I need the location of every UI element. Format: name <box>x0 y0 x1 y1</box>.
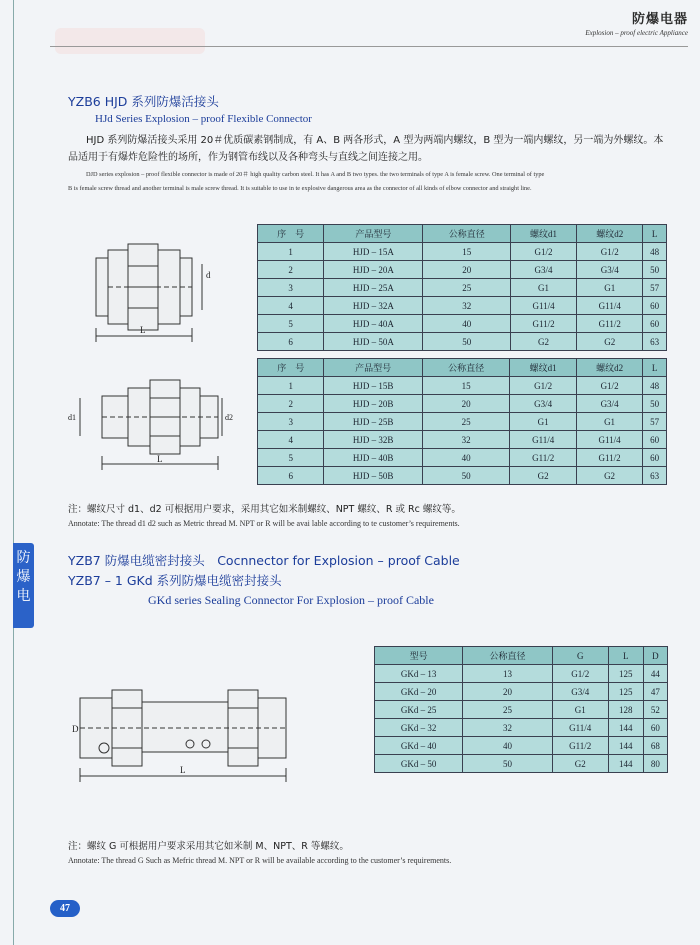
table-b-cell: 25 <box>422 413 510 431</box>
table-b-cell: G1 <box>510 413 576 431</box>
table-b-row <box>258 449 667 467</box>
table-c-cell: 44 <box>643 665 667 683</box>
table-b-cell: G2 <box>510 467 576 485</box>
table-c-cell: 125 <box>608 665 643 683</box>
table-c-cell: 25 <box>463 701 552 719</box>
table-a-cell: G2 <box>577 333 643 351</box>
table-b-cell: HJD – 15B <box>324 377 422 395</box>
table-a-cell: G1/2 <box>510 243 576 261</box>
table-a-row <box>258 315 667 333</box>
table-a-cell: HJD – 15A <box>324 243 423 261</box>
table-c-cell: 80 <box>643 755 667 773</box>
section2-note-en: Annotate: The thread G Such as Mefric thread M. NPT or R will be available according to the customer’s requirements. <box>68 856 452 865</box>
table-c-cell: G3/4 <box>552 683 608 701</box>
desc-cn-line2: 品适用于有爆炸危险性的场所，作为钢管布线以及各种弯头与直线之间连接之用。 <box>68 152 428 163</box>
table-a-cell: G1/2 <box>577 243 643 261</box>
category-title-en: Explosion – proof electric Appliance <box>585 29 688 37</box>
table-a-cell: G2 <box>510 333 576 351</box>
table-c-header-cell: G <box>552 647 608 665</box>
table-c-row <box>375 701 668 719</box>
table-b-row <box>258 431 667 449</box>
table-b-row <box>258 395 667 413</box>
table-b-cell: 57 <box>643 413 667 431</box>
table-a-cell: 57 <box>643 279 667 297</box>
table-a-cell: HJD – 32A <box>324 297 423 315</box>
table-c-header-cell: 公称直径 <box>463 647 552 665</box>
table-c-cell: G2 <box>552 755 608 773</box>
table-b-header-cell: 序 号 <box>258 359 324 377</box>
table-c-cell: G1/2 <box>552 665 608 683</box>
table-c-cell: GKd – 40 <box>375 737 463 755</box>
table-a-cell: HJD – 20A <box>324 261 423 279</box>
table-c-cell: 47 <box>643 683 667 701</box>
table-gkd <box>374 646 668 773</box>
table-b-cell: G2 <box>576 467 642 485</box>
table-c-cell: GKd – 25 <box>375 701 463 719</box>
table-c-cell: 13 <box>463 665 552 683</box>
table-b-header-cell: 产品型号 <box>324 359 422 377</box>
table-a-cell: 50 <box>423 333 510 351</box>
section2-subtitle: GKd series Sealing Connector For Explosion – proof Cable <box>148 593 434 607</box>
table-a-cell: 15 <box>423 243 510 261</box>
table-a-header-cell: L <box>643 225 667 243</box>
table-c-cell: 20 <box>463 683 552 701</box>
table-a-cell: 6 <box>258 333 324 351</box>
table-b-cell: HJD – 20B <box>324 395 422 413</box>
table-b-header-cell: 螺纹d2 <box>576 359 642 377</box>
table-c-cell: G11/4 <box>552 719 608 737</box>
table-a-cell: 2 <box>258 261 324 279</box>
table-type-a <box>257 224 667 351</box>
table-c-row <box>375 683 668 701</box>
side-tab-char-3: 电 <box>16 588 31 604</box>
table-c-cell: G1 <box>552 701 608 719</box>
table-b-cell: 20 <box>422 395 510 413</box>
section2-note-cn: 注：螺纹 G 可根据用户要求采用其它如米制 M、NPT、R 等螺纹。 <box>68 841 349 852</box>
drawing-c-label-l: L <box>180 765 186 775</box>
table-b-cell: 2 <box>258 395 324 413</box>
table-a-header-cell: 螺纹d1 <box>510 225 576 243</box>
desc-en-line1: DJD series explosion – proof flexible connector is made of 20＃ high quality carbon steel. It has A and B two types. the two terminals of type A is female screw. One terminal of type <box>86 171 545 178</box>
table-c-cell: G11/2 <box>552 737 608 755</box>
table-a-cell: G3/4 <box>510 261 576 279</box>
drawing-type-b <box>62 368 242 478</box>
table-b-cell: HJD – 25B <box>324 413 422 431</box>
table-c-cell: 144 <box>608 737 643 755</box>
drawing-a-label-l: L <box>140 325 146 335</box>
table-a-cell: G11/2 <box>577 315 643 333</box>
watermark-stamp <box>55 28 205 54</box>
table-b-cell: 3 <box>258 413 324 431</box>
table-c-cell: 50 <box>463 755 552 773</box>
table-a-cell: 25 <box>423 279 510 297</box>
drawing-b-label-d2: d2 <box>225 413 233 422</box>
table-type-b <box>257 358 667 485</box>
table-b-cell: G1/2 <box>510 377 576 395</box>
page-number-badge: 47 <box>50 900 80 917</box>
section2-title-1: YZB7 防爆电缆密封接头 Cocnnector for Explosion – proof Cable <box>68 553 460 568</box>
table-b-cell: 32 <box>422 431 510 449</box>
table-c-header-cell: 型号 <box>375 647 463 665</box>
table-b-row <box>258 413 667 431</box>
table-a-header-cell: 产品型号 <box>324 225 423 243</box>
table-c-cell: 40 <box>463 737 552 755</box>
table-a-cell: HJD – 50A <box>324 333 423 351</box>
table-a-cell: G1 <box>510 279 576 297</box>
table-b-row <box>258 377 667 395</box>
table-a-cell: G1 <box>577 279 643 297</box>
table-b-cell: 5 <box>258 449 324 467</box>
table-b-cell: G11/4 <box>510 431 576 449</box>
table-b-cell: 40 <box>422 449 510 467</box>
drawing-gkd <box>70 668 300 788</box>
table-b-cell: 1 <box>258 377 324 395</box>
table-b-cell: 60 <box>643 449 667 467</box>
table-a-cell: HJD – 40A <box>324 315 423 333</box>
section1-description-cn <box>68 132 683 166</box>
page-header <box>585 8 688 37</box>
desc-en-line2: B is female screw thread and another terminal is male screw thread. It is suitable to use in te explosive dangerous area as the connector of all kinds of elbow connector and straight line. <box>68 185 532 192</box>
section2-title-2: YZB7 – 1 GKd 系列防爆电缆密封接头 <box>68 573 282 588</box>
table-c-cell: GKd – 20 <box>375 683 463 701</box>
table-a-cell: G11/4 <box>577 297 643 315</box>
table-a-cell: G3/4 <box>577 261 643 279</box>
table-c-row <box>375 665 668 683</box>
drawing-c-label-d: D <box>72 724 79 734</box>
table-b-cell: G1 <box>576 413 642 431</box>
table-b-cell: 60 <box>643 431 667 449</box>
table-a-cell: 60 <box>643 315 667 333</box>
table-c-cell: GKd – 50 <box>375 755 463 773</box>
section1-subtitle: HJd Series Explosion – proof Flexible Connector <box>95 113 312 125</box>
side-tab-char-1: 防 <box>16 550 31 566</box>
table-b-cell: HJD – 50B <box>324 467 422 485</box>
table-c-cell: GKd – 32 <box>375 719 463 737</box>
table-a-cell: 1 <box>258 243 324 261</box>
table-c-header-cell: D <box>643 647 667 665</box>
table-a-cell: G11/2 <box>510 315 576 333</box>
table-c-cell: 144 <box>608 719 643 737</box>
drawing-b-label-d1: d1 <box>68 413 76 422</box>
header-divider <box>50 46 688 47</box>
table-c-cell: 52 <box>643 701 667 719</box>
section1-title: YZB6 HJD 系列防爆活接头 <box>68 94 219 109</box>
table-b-cell: 6 <box>258 467 324 485</box>
table-a-cell: G11/4 <box>510 297 576 315</box>
table-a-row <box>258 261 667 279</box>
section1-description-en <box>68 168 688 196</box>
table-b-header-cell: L <box>643 359 667 377</box>
table-c-cell: 68 <box>643 737 667 755</box>
table-c-cell: 125 <box>608 683 643 701</box>
table-a-cell: 40 <box>423 315 510 333</box>
table-b-cell: G11/4 <box>576 431 642 449</box>
section1-note-cn: 注：螺纹尺寸 d1、d2 可根据用户要求，采用其它如米制螺纹、NPT 螺纹、R 或 Rc 螺纹等。 <box>68 504 461 515</box>
table-c-cell: 32 <box>463 719 552 737</box>
table-b-cell: G11/2 <box>510 449 576 467</box>
side-tab-char-2: 爆 <box>16 569 31 585</box>
table-a-row <box>258 243 667 261</box>
table-a-cell: 4 <box>258 297 324 315</box>
table-b-cell: HJD – 32B <box>324 431 422 449</box>
table-a-cell: 48 <box>643 243 667 261</box>
category-title-cn: 防爆电器 <box>631 12 688 27</box>
table-c-cell: 144 <box>608 755 643 773</box>
table-c-cell: 60 <box>643 719 667 737</box>
table-c-row <box>375 719 668 737</box>
table-a-cell: 3 <box>258 279 324 297</box>
drawing-b-label-l: L <box>157 454 163 464</box>
table-b-cell: 63 <box>643 467 667 485</box>
table-b-header-cell: 公称直径 <box>422 359 510 377</box>
table-a-row <box>258 297 667 315</box>
table-a-row <box>258 333 667 351</box>
table-a-cell: 20 <box>423 261 510 279</box>
table-c-row <box>375 737 668 755</box>
table-c-row <box>375 755 668 773</box>
table-b-cell: G3/4 <box>576 395 642 413</box>
table-b-cell: 50 <box>422 467 510 485</box>
table-b-cell: G11/2 <box>576 449 642 467</box>
table-c-cell: GKd – 13 <box>375 665 463 683</box>
table-a-cell: 50 <box>643 261 667 279</box>
table-c-cell: 128 <box>608 701 643 719</box>
table-b-header-cell: 螺纹d1 <box>510 359 576 377</box>
table-a-cell: 60 <box>643 297 667 315</box>
section1-note-en: Annotate: The thread d1 d2 such as Metric thread M. NPT or R will be avai lable according to te customer’s requirements. <box>68 519 460 528</box>
table-a-cell: HJD – 25A <box>324 279 423 297</box>
page-edge-line <box>13 0 14 945</box>
table-b-cell: 50 <box>643 395 667 413</box>
table-a-cell: 63 <box>643 333 667 351</box>
desc-cn-line1: HJD 系列防爆活接头采用 20＃优质碳素钢制成，有 A、B 两各形式，A 型为两端内螺纹，B 型为一端内螺纹，另一端为外螺纹。本 <box>86 135 664 146</box>
table-b-cell: 15 <box>422 377 510 395</box>
table-b-cell: G3/4 <box>510 395 576 413</box>
table-a-header-cell: 序 号 <box>258 225 324 243</box>
table-b-cell: 4 <box>258 431 324 449</box>
table-b-cell: G1/2 <box>576 377 642 395</box>
table-b-cell: 48 <box>643 377 667 395</box>
table-b-row <box>258 467 667 485</box>
table-a-row <box>258 279 667 297</box>
table-a-header-cell: 公称直径 <box>423 225 510 243</box>
table-a-cell: 5 <box>258 315 324 333</box>
drawing-type-a <box>82 228 242 358</box>
category-side-tab <box>13 543 34 628</box>
table-c-header-cell: L <box>608 647 643 665</box>
table-a-header-cell: 螺纹d2 <box>577 225 643 243</box>
table-b-cell: HJD – 40B <box>324 449 422 467</box>
drawing-a-label-d: d <box>206 270 211 280</box>
table-a-cell: 32 <box>423 297 510 315</box>
